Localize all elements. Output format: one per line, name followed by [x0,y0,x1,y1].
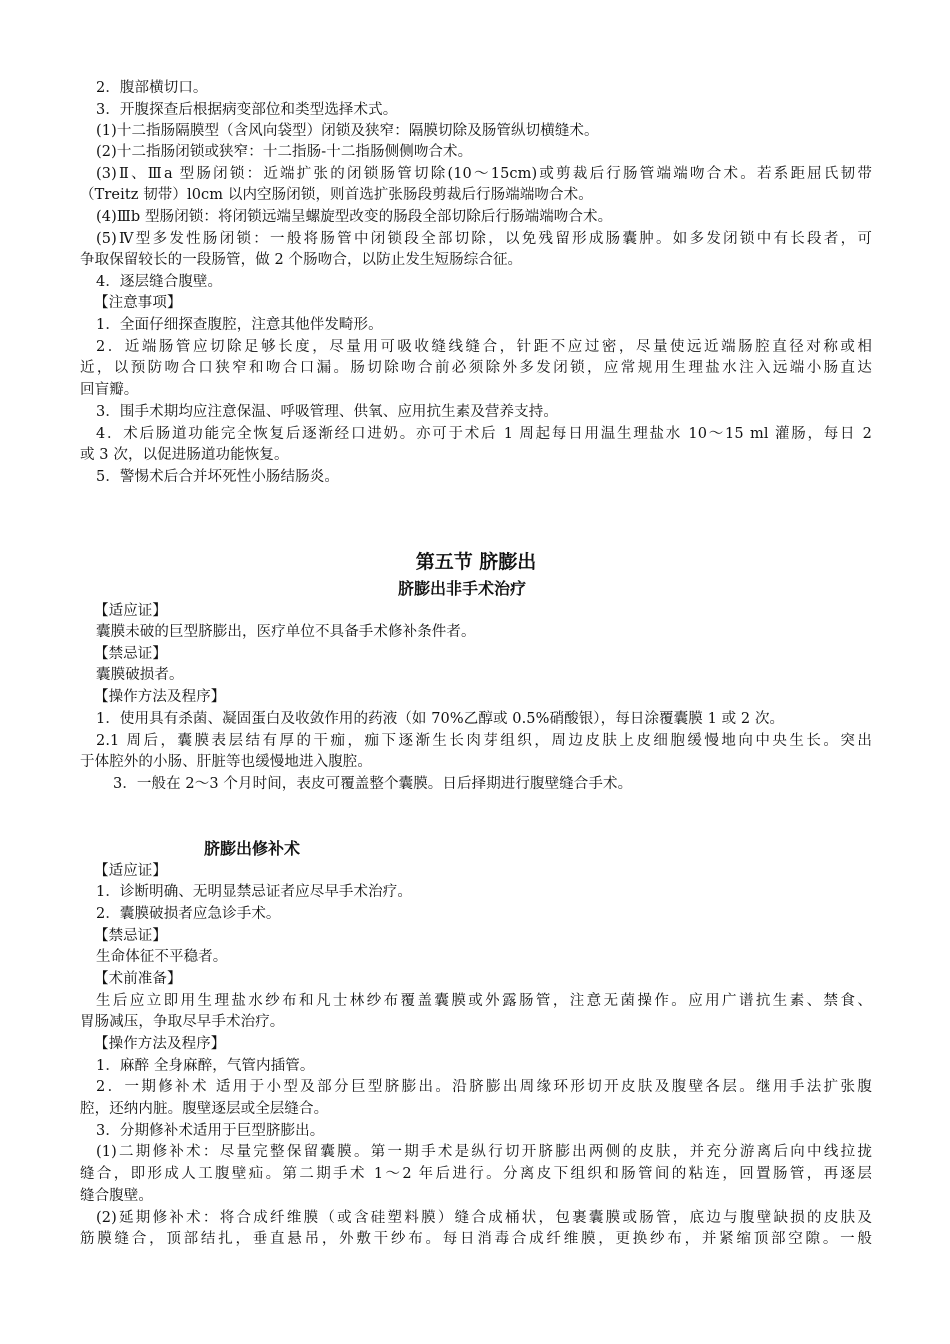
subsection-title-nonsurgical: 脐膨出非手术治疗 [398,579,527,598]
repair-indication-2: 2．囊膜破损者应急诊手术。 [96,906,281,922]
repair-indication-1: 1．诊断明确、无明显禁忌证者应尽早手术治疗。 [96,884,412,900]
precaution-3: 3．围手术期均应注意保温、呼吸管理、供氧、应用抗生素及营养支持。 [96,404,558,420]
substep-2: (2)十二指肠闭锁或狭窄：十二指肠-十二指肠侧侧吻合术。 [96,144,473,160]
preop-line1: 生后应立即用生理盐水纱布和凡士林纱布覆盖囊膜或外露肠管，注意无菌操作。应用广谱抗生素、禁食、 [96,993,872,1009]
repair-step-2-line2: 腔，还纳内脏。腹壁逐层或全层缝合。 [80,1101,329,1117]
substep-1: (1)十二指肠隔膜型（含风向袋型）闭锁及狭窄：隔膜切除及肠管纵切横缝术。 [96,123,599,139]
repair-step-1: 1．麻醉 全身麻醉，气管内插管。 [96,1058,315,1074]
precaution-4-line1: 4．术后肠道功能完全恢复后逐渐经口进奶。亦可于术后 1 周起每日用温生理盐水 10～15 ml 灌肠，每日 2 [96,426,872,442]
repair-substep-1-line2: 缝合，即形成人工腹壁疝。第二期手术 1～2 年后进行。分离皮下组织和肠管间的粘连，回置肠管，再逐层 [80,1166,872,1182]
substep-5-line2: 争取保留较长的一段肠管，做 2 个肠吻合，以防止发生短肠综合征。 [80,252,523,268]
repair-substep-2-line2: 筋膜缝合，顶部结扎，垂直悬吊，外敷干纱布。每日消毒合成纤维膜，更换纱布，并紧缩顶部空隙。一般 [80,1231,872,1247]
heading-preop: 【术前准备】 [94,971,182,987]
substep-5-line1: (5)Ⅳ型多发性肠闭锁：一般将肠管中闭锁段全部切除，以免残留形成肠囊肿。如多发闭锁中有长段者，可 [96,231,872,247]
repair-substep-2-line1: (2)延期修补术：将合成纤维膜（或含硅塑料膜）缝合成桶状，包裹囊膜或肠管，底边与腹壁缺损的皮肤及 [96,1210,872,1226]
precaution-4-line2: 或 3 次，以促进肠道功能恢复。 [80,447,289,463]
subsection-title-repair: 脐膨出修补术 [204,839,301,858]
precaution-1: 1．全面仔细探查腹腔，注意其他伴发畸形。 [96,317,383,333]
heading-contraindications: 【禁忌证】 [94,646,167,662]
substep-4: (4)Ⅲb 型肠闭锁：将闭锁远端呈螺旋型改变的肠段全部切除后行肠端端吻合术。 [96,209,613,225]
indication-text: 囊膜未破的巨型脐膨出，医疗单位不具备手术修补条件者。 [96,624,476,640]
repair-contraindication: 生命体征不平稳者。 [96,949,228,965]
heading-indications: 【适应证】 [94,603,167,619]
substep-3-line2: （Treitz 韧带）l0cm 以内空肠闭锁，则首选扩张肠段剪裁后行肠端端吻合术。 [80,187,593,203]
procedure-step-1: 1．使用具有杀菌、凝固蛋白及收敛作用的药液（如 70%乙醇或 0.5%硝酸银），每日涂覆囊膜 1 或 2 次。 [96,711,785,727]
procedure-step-2-line1: 2.1 周后，囊膜表层结有厚的干痂，痂下逐渐生长肉芽组织，周边皮肤上皮细胞缓慢地向中央生长。突出 [96,733,872,749]
heading-indications-repair: 【适应证】 [94,863,167,879]
heading-procedure-repair: 【操作方法及程序】 [94,1036,226,1052]
heading-contraindications-repair: 【禁忌证】 [94,928,167,944]
precaution-2-line1: 2．近端肠管应切除足够长度，尽量用可吸收缝线缝合，针距不应过密，尽量使远近端肠腔直径对称或相 [96,339,872,355]
heading-precautions: 【注意事项】 [94,295,182,311]
step-4: 4．逐层缝合腹壁。 [96,274,223,290]
repair-step-3: 3．分期修补术适用于巨型脐膨出。 [96,1123,325,1139]
repair-substep-1-line1: (1)二期修补术：尽量完整保留囊膜。第一期手术是纵行切开脐膨出两侧的皮肤，并充分游离后向中线拉拢 [96,1144,872,1160]
procedure-step-2-line2: 于体腔外的小肠、肝脏等也缓慢地进入腹腔。 [80,754,372,770]
repair-substep-1-line3: 缝合腹壁。 [80,1188,153,1204]
repair-step-2-line1: 2．一期修补术 适用于小型及部分巨型脐膨出。沿脐膨出周缘环形切开皮肤及腹壁各层。继用手法扩张腹 [96,1079,872,1095]
heading-procedure: 【操作方法及程序】 [94,689,226,705]
step-2: 2．腹部横切口。 [96,80,208,96]
precaution-2-line2: 近，以预防吻合口狭窄和吻合口漏。肠切除吻合前必须除外多发闭锁，应常规用生理盐水注入远端小肠直达 [80,360,872,376]
precaution-2-line3: 回盲瓣。 [80,382,139,398]
preop-line2: 胃肠减压，争取尽早手术治疗。 [80,1014,285,1030]
substep-3-line1: (3)Ⅱ、Ⅲa 型肠闭锁：近端扩张的闭锁肠管切除(10～15cm)或剪裁后行肠管端端吻合术。若系距屈氏韧带 [96,166,872,182]
section-title: 第五节 脐膨出 [415,551,537,573]
contraindication-text: 囊膜破损者。 [96,667,184,683]
procedure-step-3: 3．一般在 2～3 个月时间，表皮可覆盖整个囊膜。日后择期进行腹壁缝合手术。 [113,776,633,792]
precaution-5: 5．警惕术后合并坏死性小肠结肠炎。 [96,469,339,485]
step-3: 3．开腹探查后根据病变部位和类型选择术式。 [96,102,398,118]
